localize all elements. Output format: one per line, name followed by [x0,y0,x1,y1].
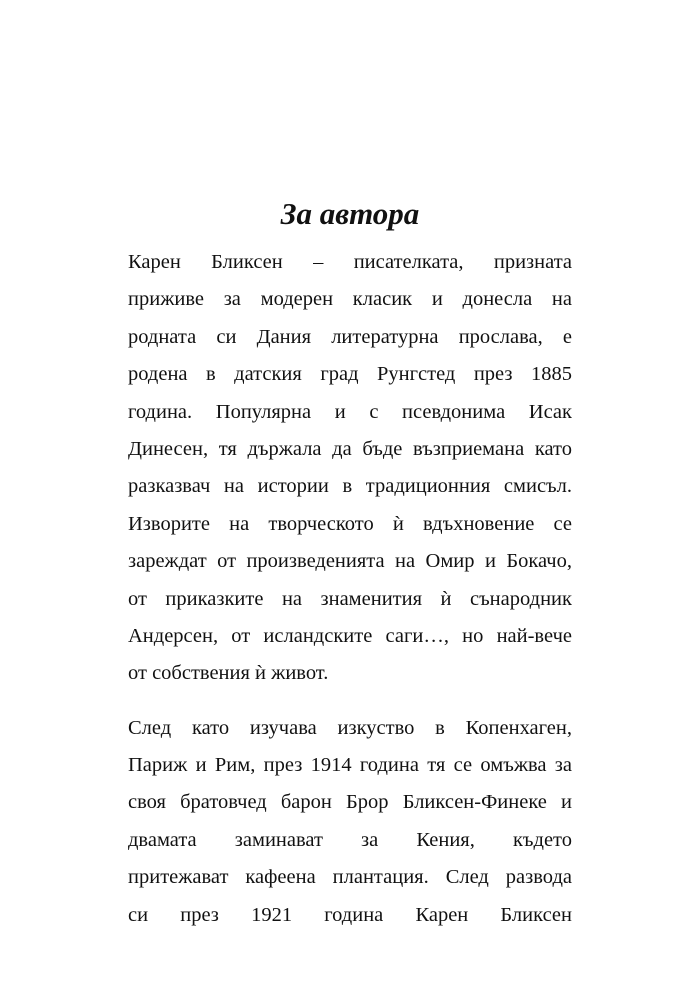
text-line: двамата заминават за Кения, където [128,828,572,851]
text-line: зареждат от произведенията на Омир и Бокачо, [128,550,572,573]
text-line: Париж и Рим, през 1914 година тя се омъжва за [128,754,572,777]
text-line: Динесен, тя държала да бъде възприемана като [128,437,572,460]
page-title: За автора [280,196,420,231]
text-line: родната си Дания литературна прослава, е [128,325,572,348]
text-line: си през 1921 година Карен Бликсен [128,903,572,926]
paragraph-2 [128,710,572,934]
text-line: от собствения ѝ живот. [128,662,329,685]
text-line: притежават кафеена плантация. След развода [128,866,572,889]
text-line: година. Популярна и с псевдонима Исак [128,400,572,423]
text-line: Изворите на творческото ѝ вдъхновение се [128,512,572,535]
body-text [128,244,572,934]
text-line: родена в датския град Рунгстед през 1885 [128,363,572,386]
text-line: приживе за модерен класик и донесла на [128,288,572,311]
text-line: Андерсен, от исландските саги…, но най-вече [128,624,572,647]
text-line: След като изучава изкуство в Копенхаген, [128,716,572,739]
text-line: от приказките на знаменития ѝ сънародник [128,587,572,610]
text-line: разказвач на истории в традиционния смисъл. [128,475,572,498]
paragraph-1 [128,244,572,693]
text-line: Карен Бликсен – писателката, призната [128,251,572,273]
text-line: своя братовчед барон Брор Бликсен-Финеке и [128,791,572,814]
